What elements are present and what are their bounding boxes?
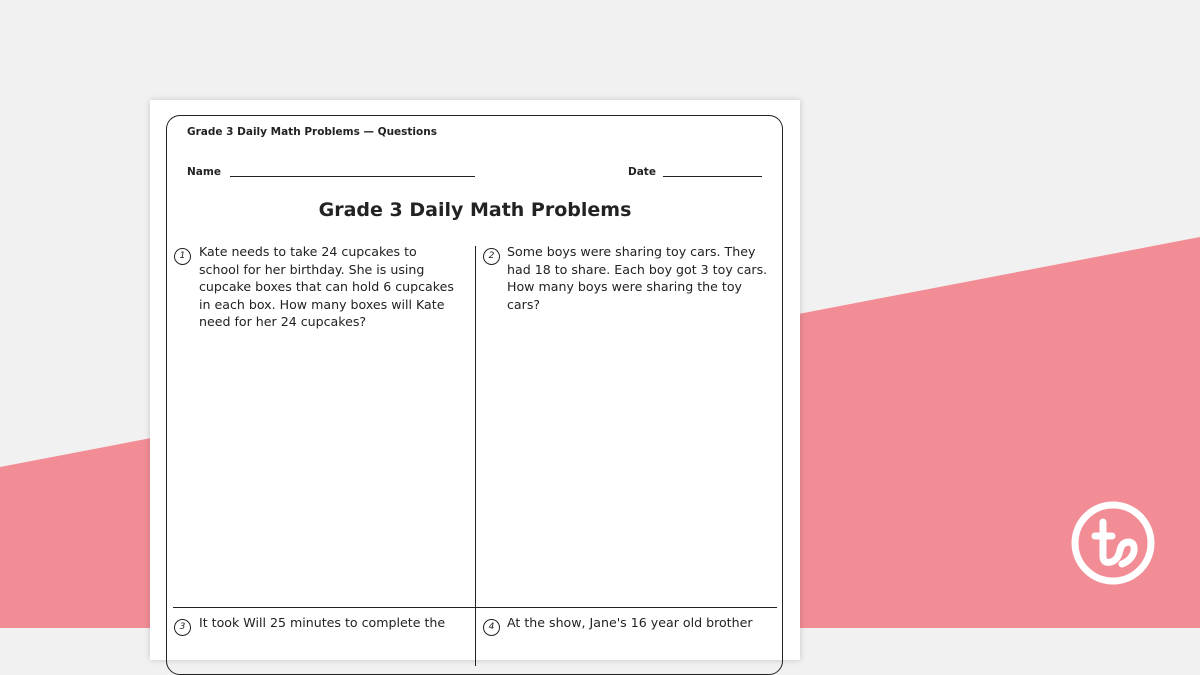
- question-number-badge: 2: [483, 248, 500, 265]
- question-line: in each box. How many boxes will Kate: [199, 296, 445, 312]
- question-4-text: [507, 614, 753, 632]
- question-1-text: [199, 243, 454, 331]
- question-line: school for her birthday. She is using: [199, 261, 425, 277]
- date-field-line: [663, 176, 762, 177]
- question-number-badge: 1: [174, 248, 191, 265]
- question-line: Kate needs to take 24 cupcakes to: [199, 244, 417, 259]
- question-2-text: [507, 243, 767, 313]
- question-line: cars?: [507, 296, 541, 312]
- question-line: Some boys were sharing toy cars. They: [507, 244, 756, 259]
- worksheet-title: Grade 3 Daily Math Problems: [318, 199, 632, 221]
- teach-starter-logo-icon: [1068, 498, 1158, 588]
- question-line: It took Will 25 minutes to complete the: [199, 615, 446, 630]
- question-line: need for her 24 cupcakes?: [199, 314, 367, 329]
- grid-horizontal-divider: [173, 607, 777, 608]
- grid-vertical-divider: [475, 246, 476, 666]
- question-3-text: [199, 614, 445, 632]
- question-line: At the show, Jane's 16 year old brother: [507, 615, 753, 630]
- question-line: had 18 to share. Each boy got 3 toy cars.: [507, 261, 768, 277]
- question-line: cupcake boxes that can hold 6 cupcakes: [199, 279, 454, 294]
- date-label: Date: [628, 166, 656, 178]
- worksheet-header: Grade 3 Daily Math Problems — Questions: [187, 126, 437, 138]
- question-line: How many boys were sharing the toy: [507, 279, 743, 294]
- question-number-badge: 3: [174, 619, 191, 636]
- name-label: Name: [187, 166, 221, 178]
- worksheet-page: [150, 100, 800, 660]
- question-number-badge: 4: [483, 619, 500, 636]
- name-field-line: [230, 176, 475, 177]
